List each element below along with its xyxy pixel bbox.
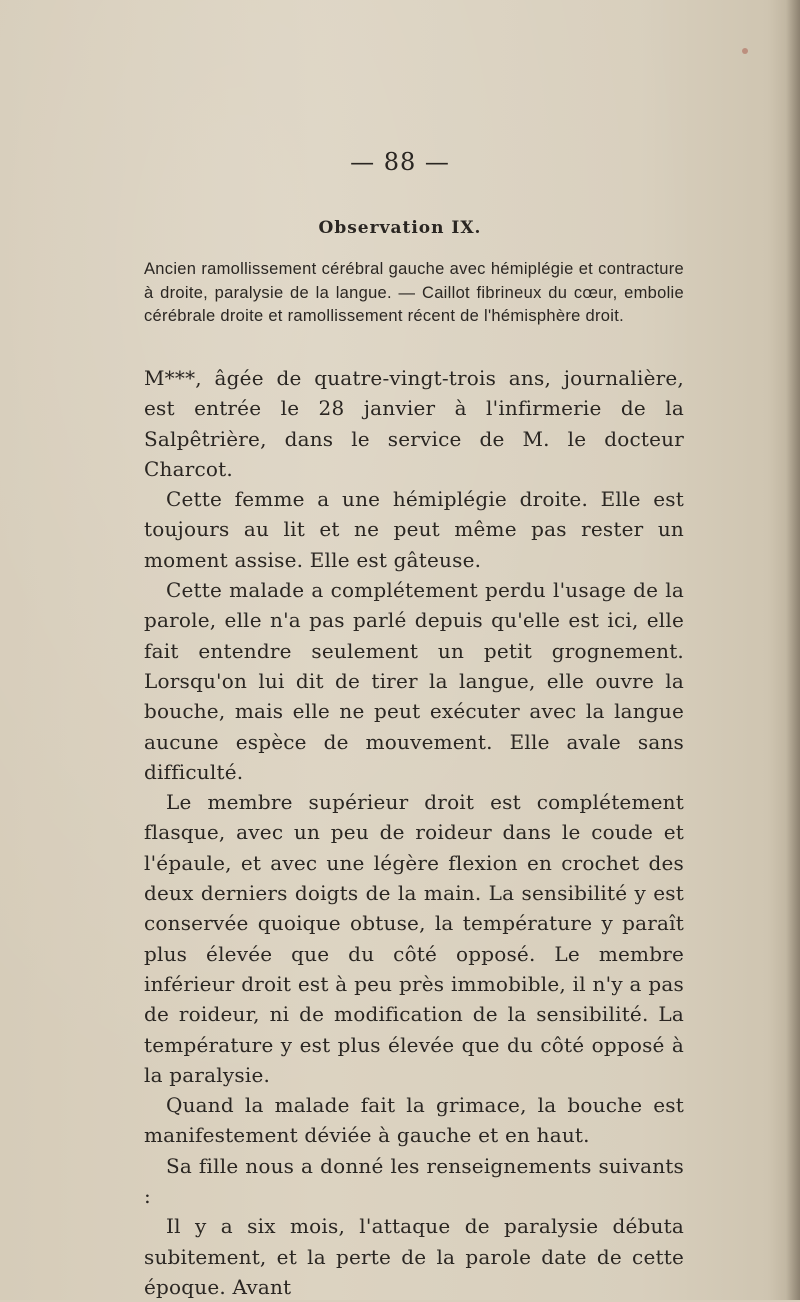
paragraph: Cette malade a complétement perdu l'usage de la parole, elle n'a pas parlé depuis qu'elle est ici, elle fait entendre seulement un petit grognement. Lorsqu'on lui dit de tirer la langue, elle ouvre la bouche, mais elle ne peut exécuter avec la langue aucune espèce de mouvement. Elle avale sans difficulté. — [144, 578, 684, 784]
paragraph: Cette femme a une hémiplégie droite. Elle est toujours au lit et ne peut même pas rester un moment assise. Elle est gâteuse. — [144, 487, 684, 572]
body-text — [144, 363, 684, 1302]
page-edge-shadow — [786, 0, 800, 1300]
paragraph: Sa fille nous a donné les renseignements suivants : — [144, 1153, 684, 1209]
page-number: — 88 — — [350, 148, 450, 176]
paragraph: Il y a six mois, l'attaque de paralysie débuta subitement, et la perte de la parole date de cette époque. Avant — [144, 1214, 684, 1299]
paragraph: M***, âgée de quatre-vingt-trois ans, journalière, est entrée le 28 janvier à l'infirmerie de la Salpêtrière, dans le service de M. le docteur Charcot. — [144, 366, 684, 481]
paragraph: Le membre supérieur droit est complétement flasque, avec un peu de roideur dans le coude et l'épaule, et avec une légère flexion en crochet des deux derniers doigts de la main. La sensibilité y est conservée quoique obtuse, la température y paraît plus élevée que du côté opposé. Le membre inférieur droit est à peu près immobible, il n'y a pas de roideur, ni de modification de la sensibilité. La température y est plus élevée que du côté opposé à la paralysie. — [144, 790, 684, 1087]
observation-title: Observation IX. — [318, 218, 482, 238]
paragraph: Quand la malade fait la grimace, la bouche est manifestement déviée à gauche et en haut. — [144, 1093, 684, 1148]
ink-spot — [742, 48, 748, 54]
case-summary: Ancien ramollissement cérébral gauche avec hémiplégie et contracture à droite, paralysie de la langue. — Caillot fibrineux du cœur, embolie cérébrale droite et ramollissement récent de l'hémisphère droit. — [144, 260, 684, 325]
